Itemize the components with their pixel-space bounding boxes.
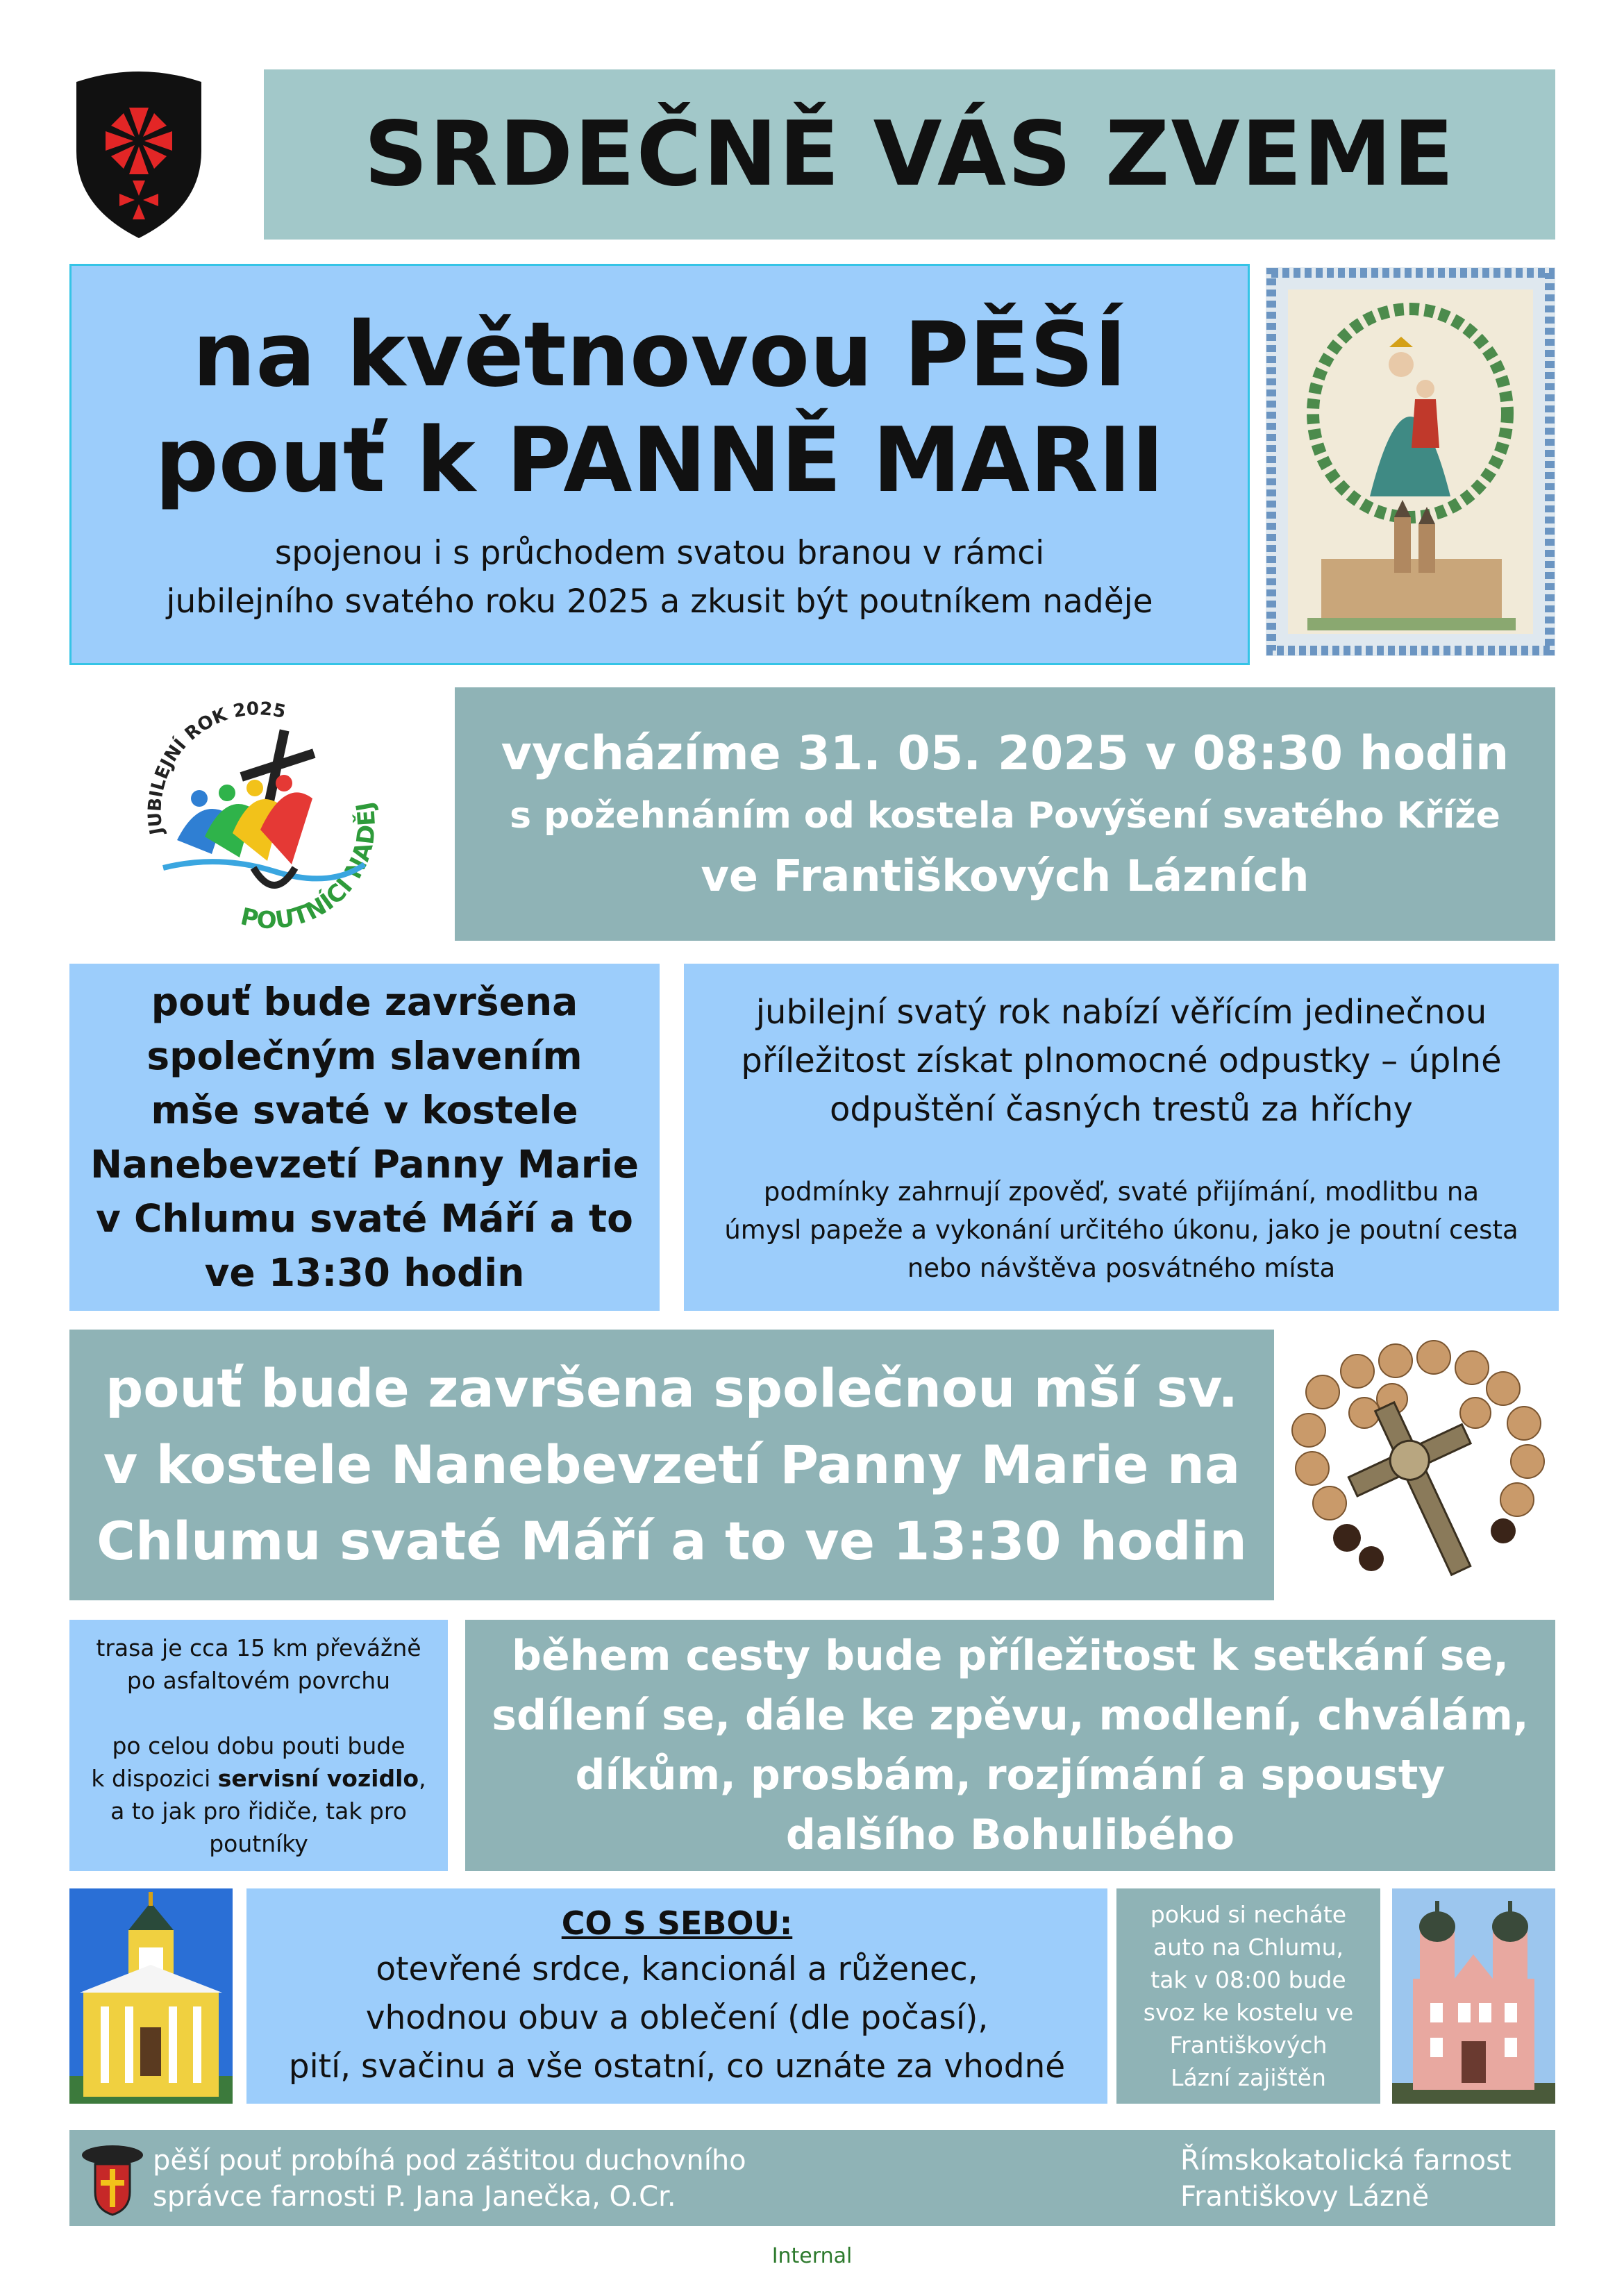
logo-top-text: JUBILEJNÍ ROK 2025 [144,698,288,837]
car-line: pokud si necháte [1150,1901,1347,1928]
indulgence-conditions [724,1173,1518,1287]
activities-line: dalšího Bohulibého [785,1811,1235,1859]
activities-line: sdílení se, dále ke zpěvu, modlení, chválám, [492,1691,1529,1740]
departure-box [455,687,1555,941]
route-line: poutníky [209,1829,308,1857]
mass-highlight-line: pouť bude završena společnou mší sv. [105,1357,1239,1419]
invite-box [69,264,1250,665]
indulgence-main [741,988,1501,1134]
route-line: po celou dobu pouti bude [112,1732,405,1759]
car-line: Lázní zajištěn [1171,2064,1326,2091]
mass-line: společným slavením [147,1034,583,1078]
bring-line: vhodnou obuv a oblečení (dle počasí), [365,1999,989,2037]
indulgence-box [684,964,1559,1311]
departure-place: ve Františkových Lázních [701,850,1309,901]
invite-line-1: na květnovou PĚŠÍ [192,303,1127,407]
mass-line: v Chlumu svaté Máří a to [96,1196,633,1241]
car-line: svoz ke kostelu ve [1143,1999,1354,2026]
footer-right-line-1: Římskokatolická farnost [1180,2145,1512,2177]
route-vehicle-bold: servisní vozidlo [217,1764,419,1792]
mass-highlight-box [69,1330,1274,1600]
activities-line: během cesty bude příležitost k setkání se, [512,1632,1509,1680]
page-title: SRDEČNĚ VÁS ZVEME [364,103,1455,206]
madonna-image [1266,267,1555,656]
route-vehicle-post: , [419,1764,426,1792]
bring-line: pití, svačinu a vše ostatní, co uznáte za vhodné [288,2047,1066,2086]
mass-highlight-line: Chlumu svaté Máří a to ve 13:30 hodin [97,1510,1247,1572]
activities-line: díkům, prosbám, rozjímání a spousty [575,1751,1446,1800]
invite-subtitle [166,529,1153,626]
route-vehicle-pre: k dispozici [91,1764,218,1792]
condition-line: úmysl papeže a vykonání určitého úkonu, jako je poutní cesta [724,1214,1518,1245]
route-line: a to jak pro řidiče, tak pro [110,1797,407,1825]
church-franzensbad-image [69,1888,233,2104]
activities-box [465,1620,1555,1871]
invite-sub-2: jubilejního svatého roku 2025 a zkusit být poutníkem naděje [166,583,1153,621]
order-shield-icon [69,68,208,242]
car-line: tak v 08:00 bude [1150,1966,1346,1993]
mass-line: mše svaté v kostele [151,1088,578,1132]
indulgence-line: příležitost získat plnomocné odpustky – úplné [741,1041,1502,1080]
mass-line: ve 13:30 hodin [204,1250,525,1295]
car-shuttle-box [1116,1888,1380,2104]
footer-bar [69,2130,1555,2226]
footer-patronage [153,2143,746,2215]
bring-line: otevřené srdce, kancionál a růženec, [376,1950,978,1988]
logo-bottom-text: POUTNÍCI NADĚJ [237,799,382,935]
what-to-bring-box [246,1888,1107,2104]
departure-date: vycházíme 31. 05. 2025 v 08:30 hodin [501,726,1509,781]
mass-highlight-line: v kostele Nanebevzetí Panny Marie na [103,1434,1241,1495]
mass-line: Nanebevzetí Panny Marie [90,1142,639,1187]
jubilee-logo [135,694,385,944]
indulgence-line: jubilejní svatý rok nabízí věřícím jedinečnou [755,992,1487,1032]
footer-right-line-2: Františkovy Lázně [1180,2181,1430,2213]
footer-left-line-2: správce farnosti P. Jana Janečka, O.Cr. [153,2181,676,2213]
route-info-box [69,1620,448,1871]
parish-crest-icon [78,2140,147,2216]
church-chlum-image [1392,1888,1555,2104]
departure-blessing: s požehnáním od kostela Povýšení svatého Kříže [510,794,1500,837]
rosary-image [1281,1330,1555,1607]
condition-line: nebo návštěva posvátného místa [907,1252,1336,1283]
indulgence-line: odpuštění časných trestů za hříchy [830,1089,1413,1129]
car-line: Františkových [1169,2031,1328,2059]
internal-label: Internal [771,2244,853,2268]
header-banner [264,69,1555,240]
footer-parish [1180,2143,1512,2215]
footer-left-line-1: pěší pouť probíhá pod záštitou duchovního [153,2145,746,2177]
what-to-bring-title: CO S SEBOU: [561,1904,793,1942]
invite-line-2: pouť k PANNĚ MARII [155,409,1164,512]
route-line-vehicle [91,1762,426,1795]
mass-line: pouť bude završena [151,980,578,1024]
car-line: auto na Chlumu, [1153,1934,1343,1961]
condition-line: podmínky zahrnují zpověď, svaté přijímání, modlitbu na [763,1176,1480,1207]
route-line: po asfaltovém povrchu [126,1666,391,1694]
invite-sub-1: spojenou i s průchodem svatou branou v rámci [274,534,1045,572]
route-line: trasa je cca 15 km převážně [96,1634,421,1661]
mass-info-box [69,964,660,1311]
